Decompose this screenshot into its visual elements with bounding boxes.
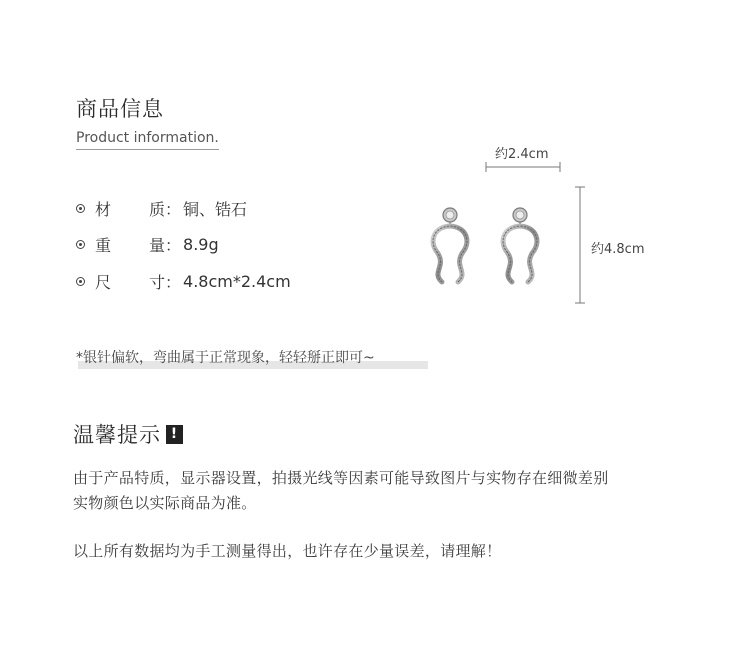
- spec-key: 重 量: [95, 235, 165, 255]
- spec-row-material: 材 质 ： 铜、锆石: [76, 196, 247, 220]
- earrings-product-image: [425, 200, 545, 295]
- width-dimension-label: 约2.4cm: [495, 147, 549, 162]
- spec-value: 8.9g: [183, 234, 219, 254]
- tips-title: 温馨提示 !: [73, 419, 183, 449]
- bullet-icon: [76, 240, 85, 249]
- spec-value: 铜、锆石: [183, 199, 248, 219]
- tips-line-3: 以上所有数据均为手工测量得出，也许存在少量误差，请理解！: [73, 542, 502, 560]
- spec-value: 4.8cm*2.4cm: [183, 271, 291, 291]
- section-subtitle-product-info: Product information.: [76, 130, 219, 150]
- earring-left: [433, 208, 467, 282]
- spec-key: 尺 寸: [95, 272, 165, 292]
- bullet-icon: [76, 204, 85, 213]
- tips-line-2: 实物颜色以实际商品为准。: [73, 494, 257, 512]
- spec-row-size: 尺 寸 ： 4.8cm*2.4cm: [76, 269, 291, 293]
- spec-key: 材 质: [95, 199, 165, 219]
- height-dimension-label: 约4.8cm: [591, 242, 645, 257]
- bullet-icon: [76, 277, 85, 286]
- section-title-product-info: 商品信息: [76, 97, 164, 121]
- care-note: *银针偏软，弯曲属于正常现象，轻轻掰正即可~: [76, 350, 375, 366]
- tips-line-1: 由于产品特质，显示器设置，拍摄光线等因素可能导致图片与实物存在细微差别: [73, 469, 609, 487]
- earring-right: [503, 208, 537, 282]
- spec-row-weight: 重 量 ： 8.9g: [76, 232, 219, 256]
- exclamation-icon: !: [166, 425, 183, 444]
